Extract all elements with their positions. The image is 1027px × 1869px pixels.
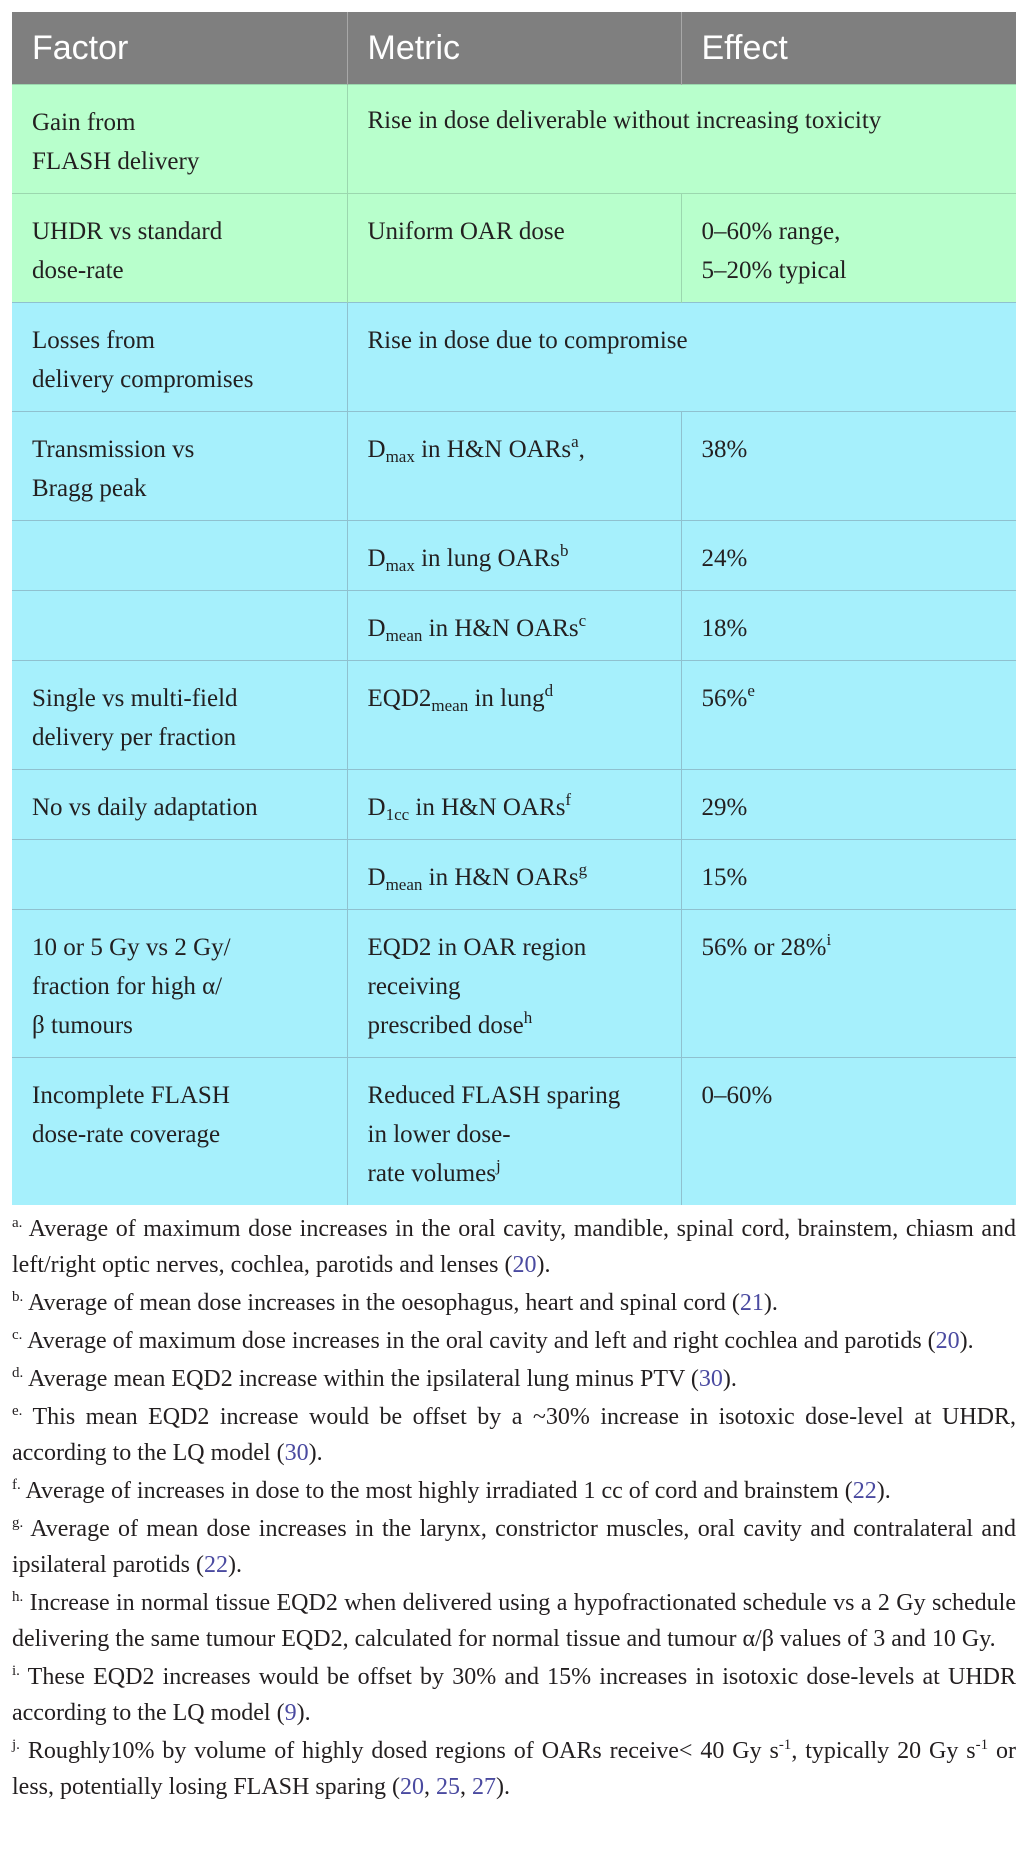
footnote-mark: h. xyxy=(12,1589,24,1605)
footnote-text: Average of maximum dose increases in the oral cavity, mandible, spinal cord, brainstem, chiasm and left/right optic nerves, cochlea, parotids and lenses ( xyxy=(12,1216,1016,1278)
footnote-ref: e xyxy=(747,681,755,700)
metric-sub: mean xyxy=(385,626,423,645)
table-row xyxy=(12,85,1016,194)
effect-text: 18% xyxy=(701,615,748,642)
factor-cell xyxy=(12,591,347,661)
footnote-end: ). xyxy=(308,1440,323,1466)
footnote xyxy=(12,1323,1016,1359)
footnote-mark: j. xyxy=(12,1737,20,1753)
footnote-text: These EQD2 increases would be offset by 30% and 15% increases in isotoxic dose-levels at UHDR according to the LQ model ( xyxy=(12,1664,1016,1726)
reference-link[interactable]: 25 xyxy=(435,1774,460,1800)
metric-cell xyxy=(347,194,681,303)
effect-cell xyxy=(681,770,1016,840)
table-row xyxy=(12,910,1016,1058)
factor-cell xyxy=(12,521,347,591)
metric-text: in H&N OARs xyxy=(414,436,572,463)
metric-text: rate volumes xyxy=(367,1160,496,1187)
table-row xyxy=(12,194,1016,303)
metric-cell xyxy=(347,591,681,661)
effect-text: 15% xyxy=(701,864,748,891)
reference-link[interactable]: 22 xyxy=(203,1552,228,1578)
footnote-sup: -1 xyxy=(778,1737,792,1753)
factor-text: Incomplete FLASH xyxy=(32,1082,230,1109)
metric-text: Rise in dose deliverable without increasing toxicity xyxy=(367,107,882,134)
effect-cell xyxy=(681,521,1016,591)
footnote-text: or less, potentially losing FLASH sparing ( xyxy=(12,1738,1016,1800)
footnote-text: Average of increases in dose to the most highly irradiated 1 cc of cord and brainstem ( xyxy=(25,1478,853,1504)
reference-link[interactable]: 20 xyxy=(935,1328,960,1354)
factor-text: FLASH delivery xyxy=(32,148,200,175)
metric-text: in H&N OARs xyxy=(409,794,566,821)
metric-base: D xyxy=(367,436,386,463)
metric-text: in lung xyxy=(468,685,545,712)
footnotes xyxy=(12,1211,1016,1805)
footnote xyxy=(12,1211,1016,1283)
factor-cell xyxy=(12,412,347,521)
metric-text: Rise in dose due to compromise xyxy=(367,327,688,354)
metric-cell xyxy=(347,840,681,910)
factor-text: Single vs multi-field xyxy=(32,685,238,712)
metric-base: D xyxy=(367,794,386,821)
footnote-ref: b xyxy=(560,541,569,560)
reference-link[interactable]: 22 xyxy=(852,1478,877,1504)
factor-cell xyxy=(12,303,347,412)
effect-cell xyxy=(681,412,1016,521)
reference-link[interactable]: 30 xyxy=(284,1440,309,1466)
footnote xyxy=(12,1285,1016,1321)
table-row xyxy=(12,661,1016,770)
metric-sub: max xyxy=(385,447,415,466)
reference-link[interactable]: 27 xyxy=(471,1774,496,1800)
metric-base: D xyxy=(367,615,386,642)
table-row xyxy=(12,521,1016,591)
metric-cell xyxy=(347,1058,681,1206)
metric-base: D xyxy=(367,545,386,572)
footnote: $^{j.}$ Roughly10% by volume of highly dosed regions of OARs receive< 40 Gy $s^{-1}$, typically 20 Gy $s^{-1}$ or less, potentially losing FLASH sparing (20, 25, 27). xyxy=(12,1737,1016,1800)
footnote-text: Average mean EQD2 increase within the ipsilateral lung minus PTV ( xyxy=(27,1366,699,1392)
footnote-text: Average of mean dose increases in the larynx, constrictor muscles, oral cavity and contralateral and ipsilateral parotids ( xyxy=(12,1516,1016,1578)
footnote-end: ). xyxy=(227,1552,242,1578)
table-row xyxy=(12,1058,1016,1206)
factor-cell xyxy=(12,85,347,194)
factor-text: Losses from xyxy=(32,327,155,354)
metric-base: D xyxy=(367,864,386,891)
footnote xyxy=(12,1473,1016,1509)
metric-text: EQD2 in OAR region xyxy=(367,934,587,961)
footnote-end: ). xyxy=(876,1478,891,1504)
footnote-text: , typically 20 Gy s xyxy=(791,1738,976,1764)
footnote xyxy=(12,1511,1016,1583)
footnote-text: Increase in normal tissue EQD2 when delivered using a hypofractionated schedule vs a 2 Gy schedule delivering the same tumour EQD2, calculated for normal tissue and tumour α/β values of 3 and 10 Gy. xyxy=(12,1590,1017,1652)
metric-cell xyxy=(347,770,681,840)
table-container xyxy=(12,12,1027,1805)
footnote-text: Average of maximum dose increases in the oral cavity and left and right cochlea and parotids ( xyxy=(27,1328,936,1354)
metric-text: receiving xyxy=(367,973,461,1000)
factor-text: delivery per fraction xyxy=(32,724,237,751)
reference-link[interactable]: 20 xyxy=(512,1252,537,1278)
factor-text: Bragg peak xyxy=(32,475,147,502)
footnote-ref: i xyxy=(826,930,832,949)
factor-text: dose-rate coverage xyxy=(32,1121,221,1148)
metric-tail: , xyxy=(578,436,585,463)
effect-text: 56% xyxy=(701,685,748,712)
metric-cell xyxy=(347,661,681,770)
header-effect: Effect xyxy=(681,12,1016,85)
metric-text: in lung OARs xyxy=(414,545,560,572)
factor-text: 10 or 5 Gy vs 2 Gy/ xyxy=(32,934,231,961)
footnote xyxy=(12,1659,1016,1731)
effect-text: 56% or 28% xyxy=(701,934,827,961)
metric-cell xyxy=(347,303,1016,412)
factor-text: Gain from xyxy=(32,109,136,136)
footnote-ref: h xyxy=(523,1008,533,1027)
factor-cell xyxy=(12,770,347,840)
header-metric: Metric xyxy=(347,12,681,85)
factor-text: fraction for high α/ xyxy=(32,973,223,1000)
metric-base: EQD2 xyxy=(367,685,432,712)
metric-cell xyxy=(347,910,681,1058)
reference-link[interactable]: 9 xyxy=(284,1700,297,1726)
metric-text: Reduced FLASH sparing xyxy=(367,1082,621,1109)
effect-text: 5–20% typical xyxy=(701,257,847,284)
factor-text: dose-rate xyxy=(32,257,124,284)
footnote-text: This mean EQD2 increase would be offset by a ~30% increase in isotoxic dose-level at UHDR, according to the LQ model ( xyxy=(12,1404,1016,1466)
footnote-mark: i. xyxy=(12,1663,20,1679)
effect-cell xyxy=(681,194,1016,303)
footnote-mark: e. xyxy=(12,1403,23,1419)
footnote-end: ). xyxy=(296,1700,311,1726)
footnote-end: ). xyxy=(763,1290,778,1316)
footnote-ref: d xyxy=(544,681,554,700)
metric-text: prescribed dose xyxy=(367,1012,524,1039)
footnote-mark: g. xyxy=(12,1515,24,1531)
footnote-ref: c xyxy=(578,611,587,630)
effect-text: 24% xyxy=(701,545,748,572)
metric-sub: max xyxy=(385,556,415,575)
effect-text: 0–60% xyxy=(701,1082,773,1109)
reference-link[interactable]: 30 xyxy=(698,1366,723,1392)
table-row xyxy=(12,303,1016,412)
factor-cell xyxy=(12,840,347,910)
footnote xyxy=(12,1361,1016,1397)
footnote-ref: j xyxy=(495,1156,501,1175)
header-factor: Factor xyxy=(12,12,347,85)
effect-cell xyxy=(681,1058,1016,1206)
metric-cell xyxy=(347,85,1016,194)
factor-text: Transmission vs xyxy=(32,436,195,463)
footnote-sup: -1 xyxy=(975,1737,989,1753)
footnote xyxy=(12,1399,1016,1471)
metric-sub: mean xyxy=(385,875,423,894)
table-row xyxy=(12,770,1016,840)
footnote-end: ). xyxy=(959,1328,974,1354)
footnote-mark: d. xyxy=(12,1365,24,1381)
header-row xyxy=(12,12,1016,85)
factor-cell xyxy=(12,910,347,1058)
factor-text: UHDR vs standard xyxy=(32,218,223,245)
table-row xyxy=(12,591,1016,661)
effect-cell xyxy=(681,661,1016,770)
factor-text: β tumours xyxy=(32,1012,133,1039)
footnote-end: ). xyxy=(495,1774,510,1800)
effect-cell xyxy=(681,591,1016,661)
factor-text: No vs daily adaptation xyxy=(32,794,258,821)
footnote-end: ). xyxy=(536,1252,551,1278)
table-row xyxy=(12,412,1016,521)
factor-cell xyxy=(12,194,347,303)
footnote-ref: f xyxy=(565,790,572,809)
metric-sub: 1cc xyxy=(385,805,410,824)
footnote-mark: c. xyxy=(12,1327,23,1343)
metric-sub: mean xyxy=(431,696,469,715)
metric-text: in lower dose- xyxy=(367,1121,511,1148)
metric-text: Uniform OAR dose xyxy=(367,218,565,245)
effect-text: 38% xyxy=(701,436,748,463)
footnote-end: ). xyxy=(722,1366,737,1392)
effect-cell xyxy=(681,840,1016,910)
footnote-text: Average of mean dose increases in the oesophagus, heart and spinal cord ( xyxy=(27,1290,740,1316)
reference-link[interactable]: 20 xyxy=(399,1774,424,1800)
data-table xyxy=(12,12,1016,1205)
factor-cell xyxy=(12,1058,347,1206)
footnote-text: Roughly10% by volume of highly dosed regions of OARs receive< 40 Gy s xyxy=(27,1738,779,1764)
footnote-mark: a. xyxy=(12,1215,23,1231)
footnote-mark: f. xyxy=(12,1477,21,1493)
footnote-ref: a xyxy=(571,432,579,451)
factor-cell xyxy=(12,661,347,770)
effect-text: 0–60% range, xyxy=(701,218,841,245)
footnote-ref: g xyxy=(578,860,588,879)
footnote-mark: b. xyxy=(12,1289,24,1305)
effect-cell xyxy=(681,910,1016,1058)
footnote xyxy=(12,1585,1016,1657)
metric-cell xyxy=(347,412,681,521)
factor-text: delivery compromises xyxy=(32,366,254,393)
effect-text: 29% xyxy=(701,794,748,821)
metric-text: in H&N OARs xyxy=(422,615,579,642)
metric-text: in H&N OARs xyxy=(422,864,579,891)
metric-cell xyxy=(347,521,681,591)
table-row xyxy=(12,840,1016,910)
reference-link[interactable]: 21 xyxy=(739,1290,764,1316)
